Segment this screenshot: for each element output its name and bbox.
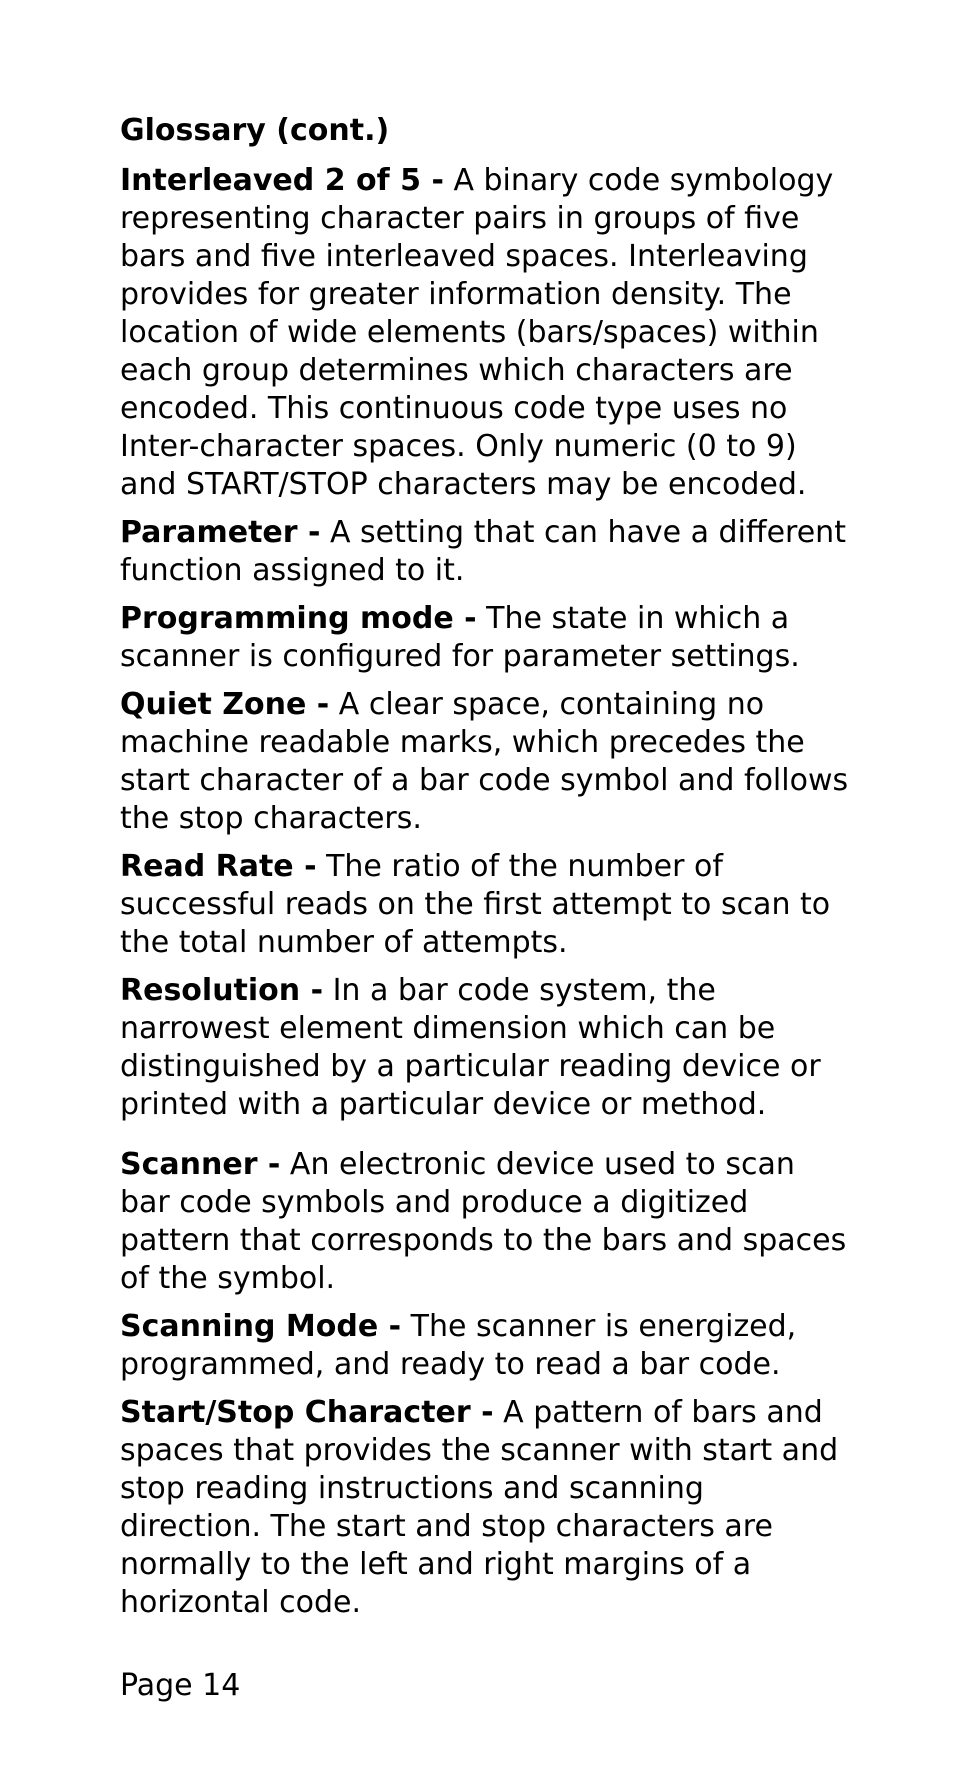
glossary-term: Start/Stop Character -: [120, 1395, 494, 1430]
glossary-entry-parameter: [120, 514, 850, 590]
glossary-term: Interleaved 2 of 5 -: [120, 163, 444, 198]
glossary-term: Resolution -: [120, 973, 324, 1008]
glossary-term: Quiet Zone -: [120, 687, 330, 722]
glossary-definition: A pattern of bars and spaces that provides the scanner with start and stop reading instructions and scanning direction. The start and stop characters are normally to the left and right margins of a horizontal code.: [120, 1395, 839, 1620]
glossary-entry-resolution: [120, 972, 850, 1124]
glossary-definition: A clear space, containing no machine readable marks, which precedes the start character of a bar code symbol and follows the stop characters.: [120, 687, 849, 836]
glossary-definition: An electronic device used to scan bar code symbols and produce a digitized pattern that corresponds to the bars and spaces of the symbol.: [120, 1147, 847, 1296]
glossary-definition: The ratio of the number of successful reads on the first attempt to scan to the total number of attempts.: [120, 849, 831, 960]
glossary-entry-read-rate: [120, 848, 850, 962]
page-number: Page 14: [120, 1668, 241, 1703]
glossary-definition: A binary code symbology representing character pairs in groups of five bars and five interleaved spaces. Interleaving provides for greater information density. The location of wide elements (bars/spaces) within each group determines which characters are encoded. This continuous code type uses no Inter-character spaces. Only numeric (0 to 9) and START/STOP characters may be encoded.: [120, 163, 834, 502]
glossary-term: Scanner -: [120, 1147, 281, 1182]
glossary-entry-scanner: [120, 1146, 850, 1298]
glossary-entry-start-stop-character: [120, 1394, 850, 1622]
glossary-entry-interleaved-2-of-5: [120, 162, 850, 504]
glossary-definition: In a bar code system, the narrowest element dimension which can be distinguished by a particular reading device or printed with a particular device or method.: [120, 973, 821, 1122]
page-title: Glossary (cont.): [120, 113, 390, 148]
glossary-entry-scanning-mode: [120, 1308, 850, 1384]
glossary-definition: The state in which a scanner is configured for parameter settings.: [120, 601, 800, 674]
glossary-definition: The scanner is energized, programmed, and ready to read a bar code.: [120, 1309, 797, 1382]
glossary-term: Read Rate -: [120, 849, 317, 884]
glossary-term: Programming mode -: [120, 601, 477, 636]
glossary-entry-programming-mode: [120, 600, 850, 676]
glossary-term: Scanning Mode -: [120, 1309, 402, 1344]
glossary-entry-quiet-zone: [120, 686, 850, 838]
glossary-term: Parameter -: [120, 515, 321, 550]
glossary-page: [120, 112, 850, 1632]
glossary-definition: A setting that can have a different function assigned to it.: [120, 515, 846, 588]
